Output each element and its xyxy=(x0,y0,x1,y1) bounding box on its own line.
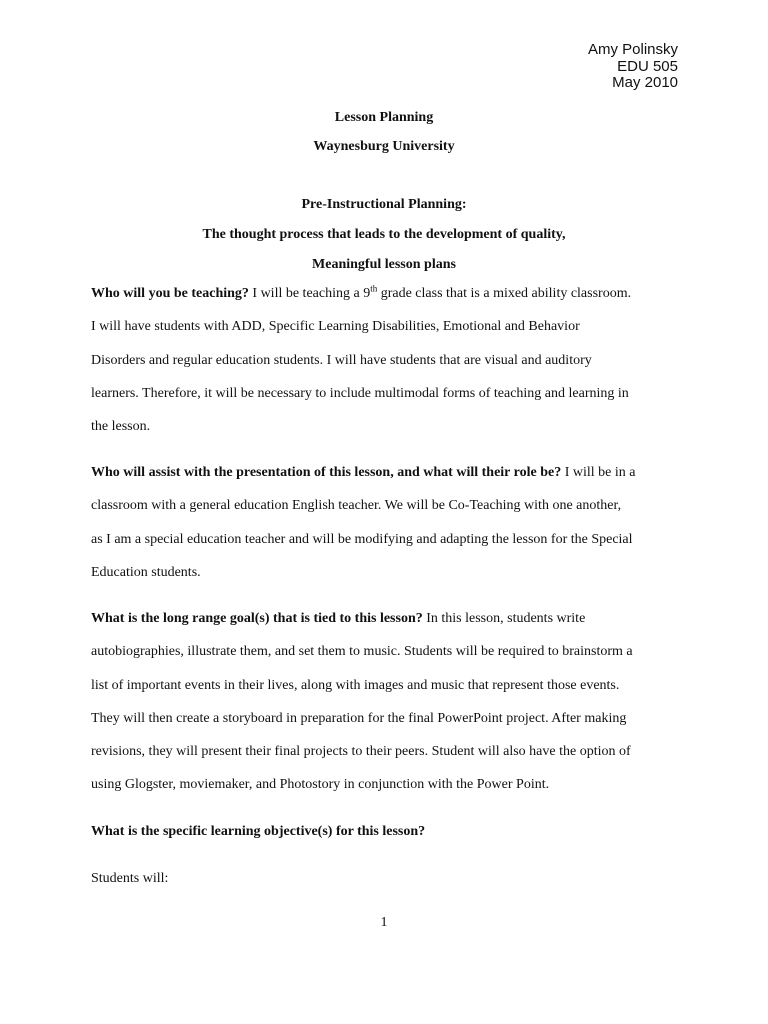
paragraph-who-assist xyxy=(91,456,681,589)
document-date: May 2010 xyxy=(612,74,678,91)
question-learning-objective: What is the specific learning objective(s) for this lesson? xyxy=(91,824,426,839)
paragraph-line: What is the long range goal(s) that is tied to this lesson? In this lesson, students write xyxy=(91,611,586,626)
paragraph-students-will xyxy=(91,862,681,895)
document-header xyxy=(588,42,678,92)
document-title: Lesson Planning xyxy=(334,110,434,125)
question-long-range-goal: What is the long range goal(s) that is tied to this lesson? xyxy=(91,611,423,626)
paragraph-learning-objective xyxy=(91,815,681,848)
subtitle-line-2: The thought process that leads to the development of quality, xyxy=(202,227,566,242)
question-who-teaching: Who will you be teaching? xyxy=(91,286,249,301)
paragraph-who-teaching xyxy=(91,277,681,443)
paragraph-line: Disorders and regular education students. I will have students that are visual and auditory xyxy=(91,352,592,368)
subtitle-line-3: Meaningful lesson plans xyxy=(312,257,456,272)
paragraph-line: as I am a special education teacher and will be modifying and adapting the lesson for the Special xyxy=(91,531,633,547)
paragraph-line: Education students. xyxy=(91,564,201,580)
subtitle-heading: Pre-Instructional Planning: xyxy=(301,197,467,212)
paragraph-line: Who will assist with the presentation of this lesson, and what will their role be? I will be in a xyxy=(91,465,636,480)
students-will-text: Students will: xyxy=(91,871,169,886)
author-name: Amy Polinsky xyxy=(587,41,678,58)
paragraph-line: autobiographies, illustrate them, and set them to music. Students will be required to brainstorm a xyxy=(91,644,633,660)
paragraph-line: list of important events in their lives, along with images and music that represent those events. xyxy=(91,677,620,693)
university-name: Waynesburg University xyxy=(313,139,455,154)
course-code: EDU 505 xyxy=(617,57,678,75)
paragraph-line: I will have students with ADD, Specific Learning Disabilities, Emotional and Behavior xyxy=(91,319,580,335)
paragraph-line: They will then create a storyboard in preparation for the final PowerPoint project. After making xyxy=(91,710,627,726)
paragraph-line: using Glogster, moviemaker, and Photostory in conjunction with the Power Point. xyxy=(91,777,550,793)
paragraph-line: the lesson. xyxy=(91,419,151,435)
paragraph-line: learners. Therefore, it will be necessary to include multimodal forms of teaching and learning in xyxy=(91,385,629,401)
page-number: 1 xyxy=(380,915,388,930)
paragraph-line: revisions, they will present their final projects to their peers. Student will also have the option of xyxy=(91,744,631,760)
paragraph-line: Who will you be teaching? I will be teaching a 9th grade class that is a mixed ability classroom. xyxy=(91,283,632,301)
question-who-assist: Who will assist with the presentation of this lesson, and what will their role be? xyxy=(91,465,562,480)
paragraph-line: classroom with a general education English teacher. We will be Co-Teaching with one another, xyxy=(91,498,622,514)
paragraph-long-range-goal xyxy=(91,602,681,802)
